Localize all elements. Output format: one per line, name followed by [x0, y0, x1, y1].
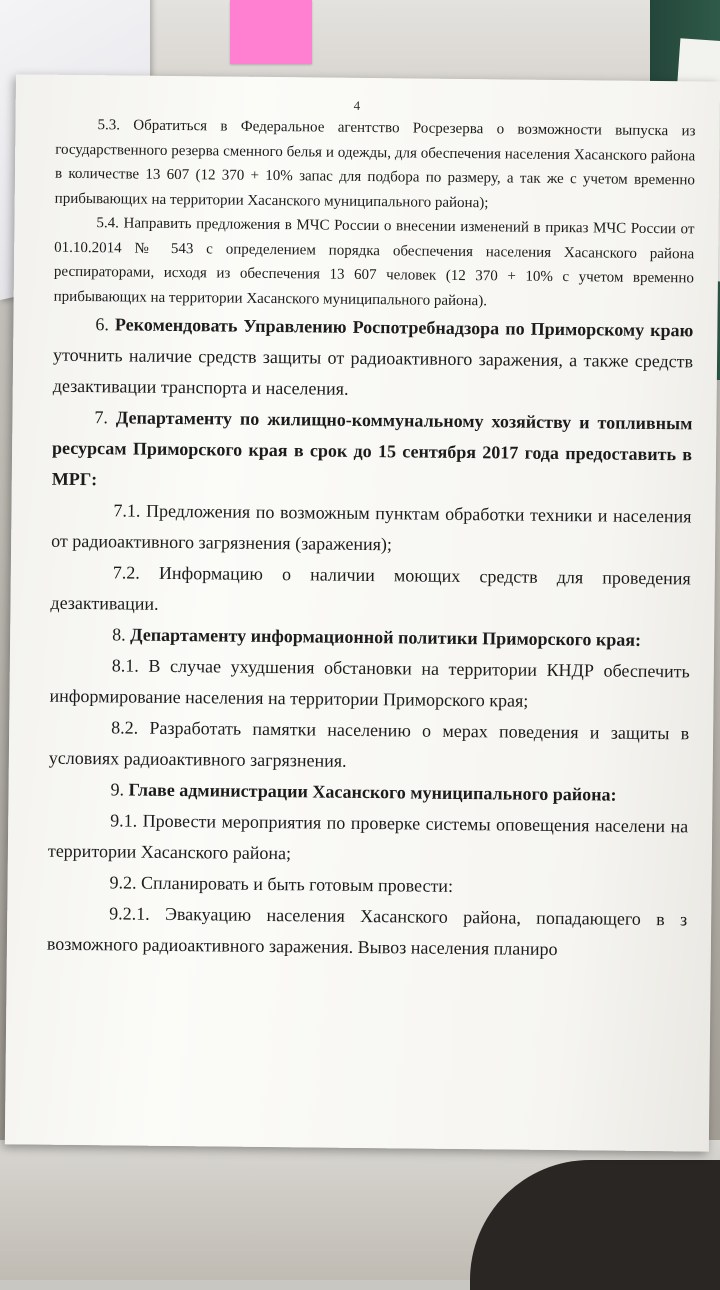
sticky-note [230, 0, 312, 64]
paragraph-7-2: 7.2. Информацию о наличии моющих средств для проведения дезактивации. [50, 562, 691, 614]
bold-heading: Главе администрации Хасанского муниципального района: [128, 779, 617, 805]
paragraph-number: 9. [110, 779, 125, 800]
paragraph-9-2-1: 9.2.1. Эвакуацию населения Хасанского района, попадающего в з возможного радиоактивного заражения. Вывоз населения планиро [46, 903, 688, 960]
paragraph-number: 8. [112, 624, 126, 645]
paragraph-9-2: 9.2. Спланировать и быть готовым провести: [109, 872, 454, 896]
document-body [47, 113, 696, 967]
bold-heading: Департаменту информационной политики Приморского края: [130, 624, 642, 650]
paragraph-8-2: 8.2. Разработать памятки населению о мерах поведения и защиты в условиях радиоактивного загрязнения. [48, 717, 690, 771]
paragraph-5-3: 5.3. Обратиться в Федеральное агентство Росрезерва о возможности выпуска из государственного резерва сменного белья и одежды, для обеспечения населения Хасанского района в количестве 13 607 (12 370 + 10% запас для подбора по размеру, а так же с учетом временно прибывающих на территории Хасанского муниципального района); [54, 117, 696, 211]
paragraph-5-4: 5.4. Направить предложения в МЧС России о внесении изменений в приказ МЧС России от 01.10.2014 № 543 с определением порядка обеспечения населения Хасанского района респираторами, исходя из обеспечения 13 607 человек (12 370 + 10% с учетом временно прибывающих на территории Хасанского муниципального района). [53, 215, 695, 309]
bold-heading: Рекомендовать Управлению Роспотребнадзора по Приморскому краю [114, 314, 694, 341]
bold-heading: Департаменту по жилищно-коммунальному хозяйству и топливным ресурсам Приморского края в срок до 15 сентября 2017 года предоставить в МРГ: [51, 407, 693, 490]
page-number: 4 [353, 97, 361, 113]
paragraph-number: 6. [95, 314, 110, 335]
paragraph-8-1: 8.1. В случае ухудшения обстановки на территории КНДР обеспечить информирование населения на территории Приморского края; [49, 655, 690, 711]
document-page [5, 74, 720, 1151]
paragraph-7-1: 7.1. Предложения по возможным пунктам обработки техники и населения от радиоактивного загрязнения (заражения); [51, 500, 692, 555]
paragraph-6 [53, 309, 694, 409]
paragraph-text: уточнить наличие средств защиты от радиоактивного заражения, а также средств дезактивации транспорта и населения. [52, 344, 694, 399]
paragraph-number: 7. [94, 407, 109, 428]
paragraph-9-1: 9.1. Провести мероприятия по проверке системы оповещения населени на территории Хасанского района; [47, 810, 689, 864]
paragraph-7 [52, 402, 693, 502]
